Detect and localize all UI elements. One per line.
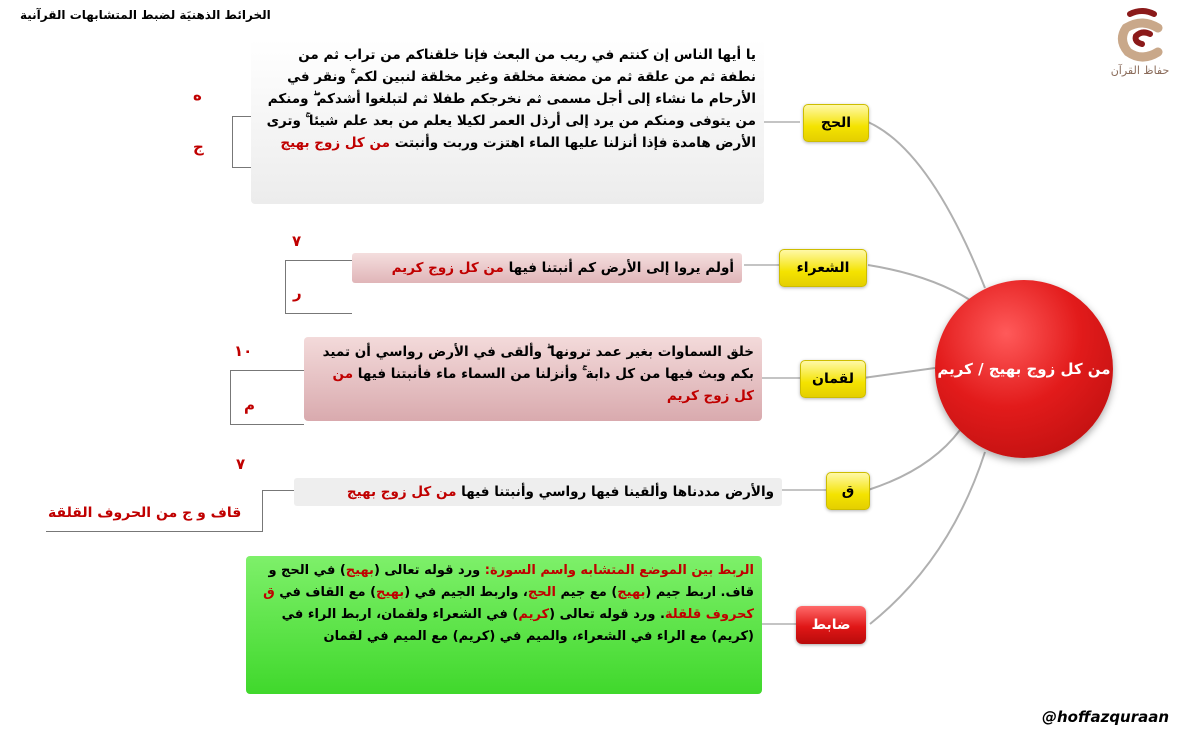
connector-qaf-vert [262, 490, 263, 531]
verse-text-luqman: خلق السماوات بغير عمد ترونها ۖ وألقى في الأرض رواسي أن تميد بكم وبث فيها من كل دابة ۚ وأنزلنا من السماء ماء فأنبتنا فيها [322, 344, 754, 382]
rule-text-part: ) مع جيم [555, 585, 618, 600]
side-top-shuara: ٧ [292, 232, 302, 250]
verse-highlight-shuara: من كل زوج كريم [391, 260, 504, 276]
page-title: الخرائط الذهنيَة لضبط المتشابهات القرآنية [20, 8, 271, 22]
central-node: من كل زوج بهيج / كريم [935, 280, 1113, 458]
verse-highlight-qaf: من كل زوج بهيج [346, 484, 457, 500]
rule-text-part: ) في الحج و قاف. اربط جيم ( [268, 563, 754, 600]
side-top-hajj: ه [193, 86, 202, 104]
side-top-luqman: ١٠ [234, 342, 253, 360]
connector-qaf-bottom [46, 531, 263, 532]
logo-text: حفاظ القرآن [1110, 64, 1170, 77]
rule-text-part: بهيج [617, 585, 646, 600]
rule-text-part: بهيج [345, 563, 374, 578]
verse-highlight-hajj: من كل زوج بهيج [280, 135, 390, 151]
verse-text-shuara: أولم يروا إلى الأرض كم أنبتنا فيها [508, 260, 734, 276]
verse-text-qaf: والأرض مددناها وألقينا فيها رواسي وأنبتنا فيها [461, 484, 774, 500]
branch-label-shuara: الشعراء [779, 249, 867, 287]
branch-label-rule: ضابط [796, 606, 866, 644]
side-top-qaf: ٧ [236, 455, 246, 473]
rule-text-part: ورد قوله تعالى ( [373, 563, 485, 578]
author-handle: @hoffazquraan [1042, 708, 1170, 726]
branch-label-hajj: الحج [803, 104, 869, 142]
bracket-hajj [232, 116, 251, 168]
rule-text-part: ) مع القاف في [274, 585, 377, 600]
branch-label-luqman: لقمان [800, 360, 866, 398]
bracket-luqman [230, 370, 304, 425]
side-bottom-shuara: ر [293, 284, 302, 302]
rule-text-part: ) في الشعراء ولقمان، اربط الراء في (كريم) مع الراء في الشعراء، والميم في (كريم) مع الميم في لقمان [281, 607, 754, 644]
verse-box-shuara [352, 253, 742, 283]
connector-qaf-top [262, 490, 294, 491]
verse-text-hajj: يا أيها الناس إن كنتم في ريب من البعث فإنا خلقناكم من تراب ثم من نطفة ثم من علقة ثم من مضغة مخلقة وغير مخلقة لنبين لكم ۚ ونقر في الأرحام ما نشاء إلى أجل مسمى ثم نخرجكم طفلا ثم لتبلغوا أشدكم ۖ ومنكم من يتوفى ومنكم من يرد إلى أرذل العمر لكيلا يعلم من بعد علم شيئا ۚ وترى الأرض هامدة فإذا أنزلنا عليها الماء اهتزت وربت وأنبتت [266, 47, 756, 151]
side-bottom-hajj: ج [193, 138, 204, 156]
rule-text-part: . ورد قوله تعالى ( [549, 607, 665, 622]
rule-box [246, 556, 762, 694]
rule-text-part: ق كحروف قلقلة [263, 585, 754, 622]
rule-text-part: الحج [527, 585, 556, 600]
rule-text-part: كريم [518, 607, 550, 622]
verse-highlight-luqman: من كل زوج كريم [332, 366, 754, 404]
rule-text-part: ، واربط الجيم في ( [404, 585, 528, 600]
branch-label-qaf: ق [826, 472, 870, 510]
verse-box-hajj [251, 40, 764, 204]
side-bottom-qaf: قاف و ج من الحروف القلقة [48, 505, 242, 521]
verse-box-luqman [304, 337, 762, 421]
rule-text-part: الربط بين الموضع المتشابه واسم السورة: [484, 563, 754, 578]
rule-text-part: بهيج [376, 585, 405, 600]
verse-box-qaf [294, 478, 782, 506]
side-bottom-luqman: م [244, 396, 255, 414]
